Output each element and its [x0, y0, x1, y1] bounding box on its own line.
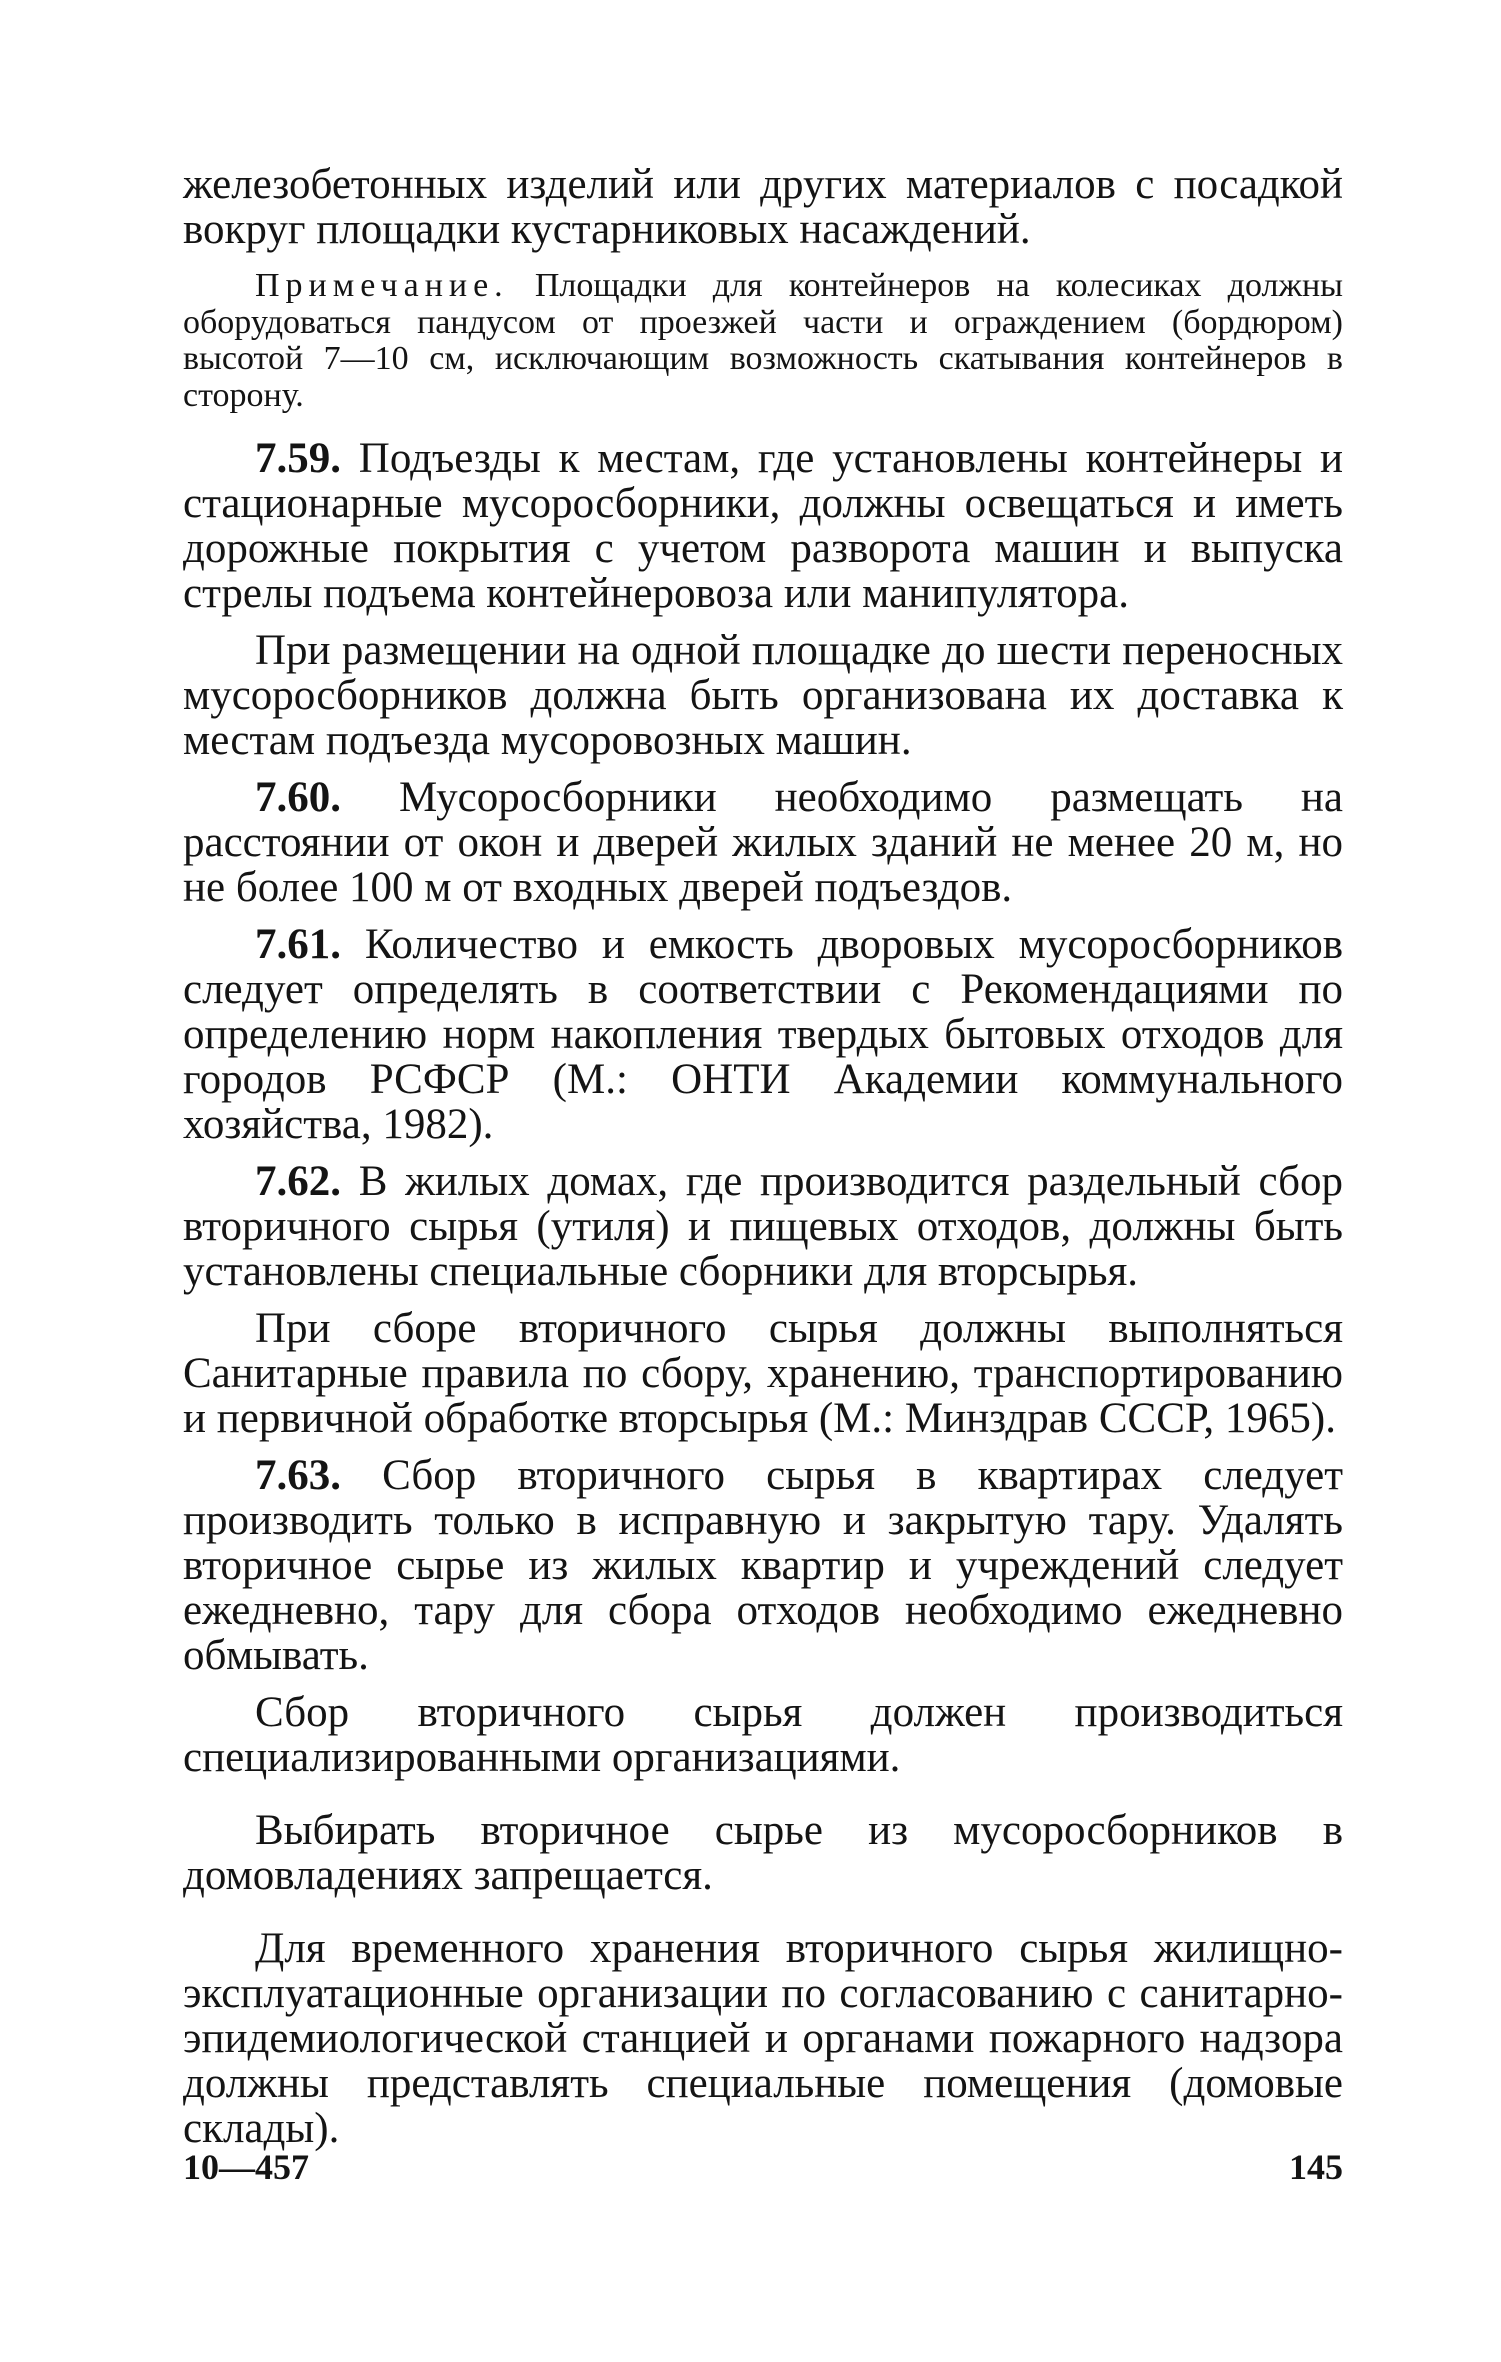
note-label: Примечание. [255, 267, 509, 304]
page-number: 145 [1289, 2147, 1343, 2187]
note-paragraph [183, 268, 1343, 414]
paragraph-7-60 [183, 775, 1343, 910]
clause-text: Количество и емкость дворовых мусоросборников следует определять в соответствии с Рекомендациями по определению норм накопления твердых бытовых отходов для городов РСФСР (М.: ОНТИ Академии коммунального хозяйства, 1982). [183, 921, 1344, 1148]
paragraph-7-63 [183, 1453, 1343, 1678]
paragraph-7-59-continuation: При размещении на одной площадке до шести переносных мусоросборников должна быть организована их доставка к местам подъезда мусоровозных машин. [183, 627, 1343, 764]
clause-number: 7.62. [255, 1158, 341, 1205]
clause-text: Мусоросборники необходимо размещать на расстоянии от окон и дверей жилых зданий не менее 20 м, но не более 100 м от входных дверей подъездов. [183, 774, 1343, 911]
paragraph-7-62-continuation: При сборе вторичного сырья должны выполняться Санитарные правила по сбору, хранению, транспортированию и первичной обработке вторсырья (М.: Минздрав СССР, 1965). [183, 1305, 1343, 1442]
clause-text: Подъезды к местам, где установлены контейнеры и стационарные мусоросборники, должны освещаться и иметь дорожные покрытия с учетом разворота машин и выпуска стрелы подъема контейнеровоза или манипулятора. [183, 435, 1344, 617]
paragraph-7-63-continuation-2: Выбирать вторичное сырье из мусоросборников в домовладениях запрещается. [183, 1807, 1343, 1899]
paragraph-7-59 [183, 436, 1343, 616]
clause-text: Сбор вторичного сырья в квартирах следует производить только в исправную и закрытую тару. Удалять вторичное сырье из жилых квартир и учреждений следует ежедневно, тару для сбора отходов необходимо ежедневно обмывать. [183, 1452, 1344, 1679]
paragraph-7-63-continuation-1: Сбор вторичного сырья должен производиться специализированными организациями. [183, 1689, 1343, 1781]
clause-text: В жилых домах, где производится раздельный сбор вторичного сырья (утиля) и пищевых отходов, должны быть установлены специальные сборники для вторсырья. [183, 1158, 1343, 1295]
note-text: Площадки для контейнеров на колесиках должны оборудоваться пандусом от проезжей части и ограждением (бордюром) высотой 7—10 см, исключающим возможность скатывания контейнеров в сторону. [183, 267, 1344, 414]
paragraph-7-61 [183, 922, 1343, 1147]
clause-number: 7.60. [255, 774, 341, 821]
clause-number: 7.59. [255, 435, 341, 482]
clause-number: 7.61. [255, 921, 341, 968]
clause-number: 7.63. [255, 1452, 341, 1499]
intro-paragraph: железобетонных изделий или других материалов с посадкой вокруг площадки кустарниковых насаждений. [183, 161, 1343, 253]
paragraph-7-62 [183, 1159, 1343, 1294]
printer-signature: 10—457 [183, 2147, 309, 2187]
paragraph-7-63-continuation-3: Для временного хранения вторичного сырья жилищно-эксплуатационные организации по согласованию с санитарно-эпидемиологической станцией и органами пожарного надзора должны представлять специальные помещения (домовые склады). [183, 1925, 1343, 2152]
page-body [183, 162, 1343, 2151]
